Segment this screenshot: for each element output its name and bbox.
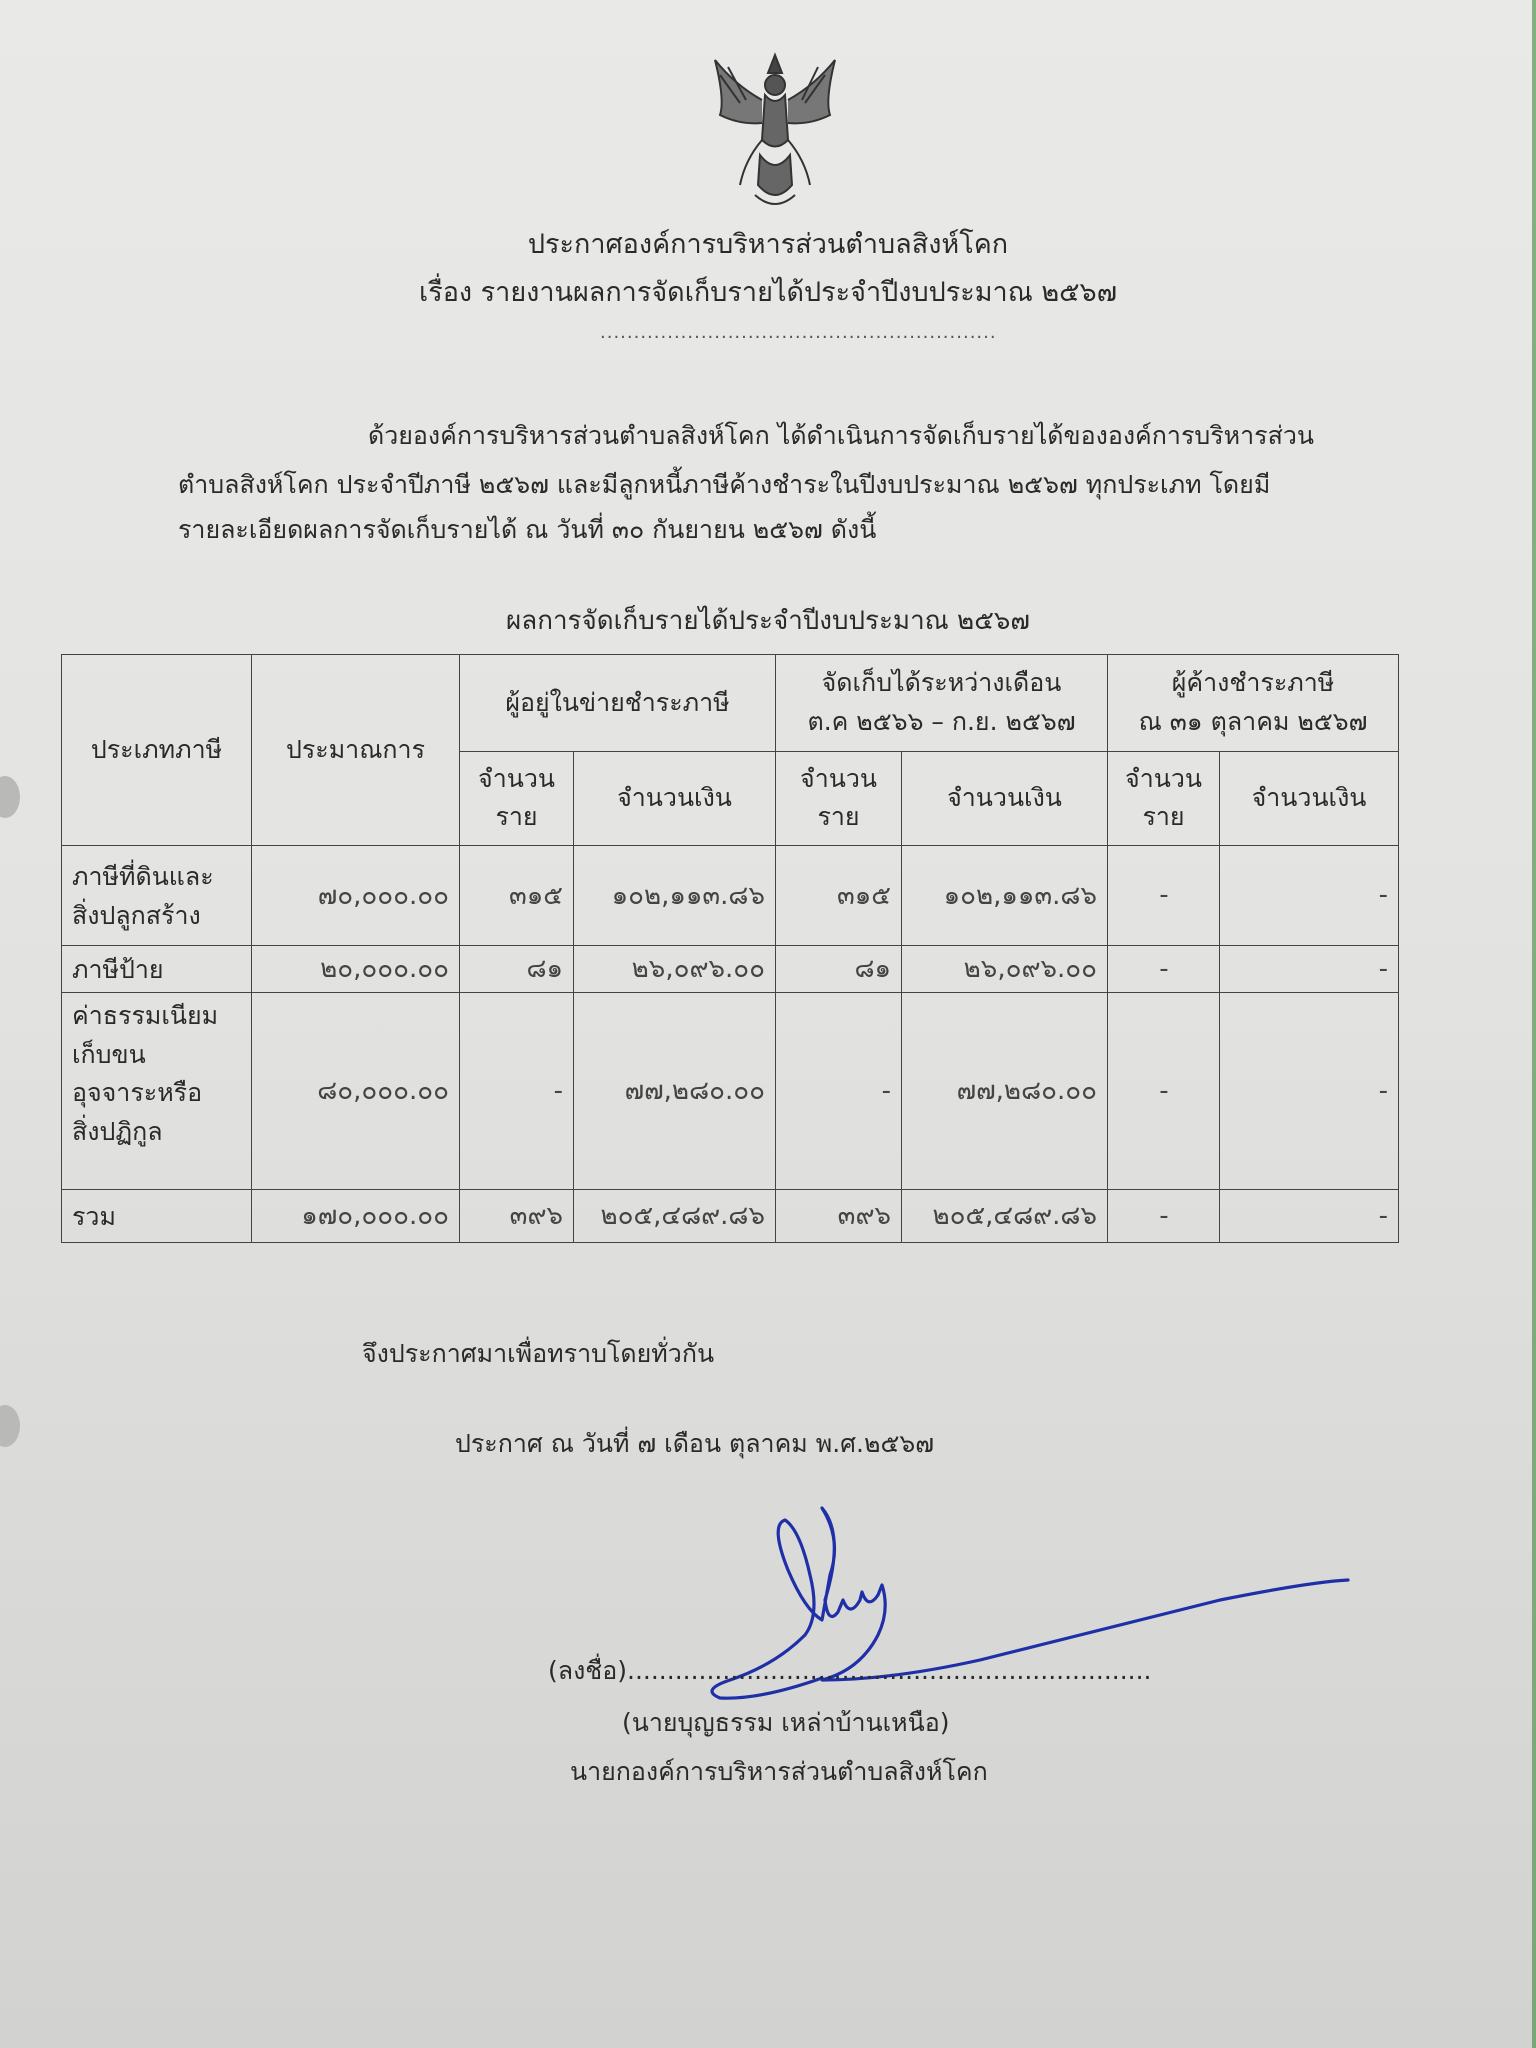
row-label-line: ภาษีที่ดินและ: [72, 862, 214, 892]
total-col-amount: ๒๐๕,๔๘๙.๘๖: [902, 1189, 1108, 1242]
row-label-line: สิ่งปลูกสร้าง: [72, 900, 201, 930]
header-in-network: ผู้อยู่ในข่ายชำระภาษี: [460, 655, 776, 752]
row-label-line: สิ่งปฏิกูล: [72, 1117, 163, 1147]
cell-in-count: ๘๑: [460, 945, 574, 992]
total-in-count: ๓๙๖: [460, 1189, 574, 1242]
header-outstanding: [1108, 655, 1399, 752]
body-line-1: ด้วยองค์การบริหารส่วนตำบลสิงห์โคก ได้ดำเนินการจัดเก็บรายได้ขององค์การบริหารส่วน: [368, 421, 1314, 450]
cell-in-amount: ๒๖,๐๙๖.๐๐: [574, 945, 776, 992]
table-total-row: [62, 1189, 1399, 1242]
table-title: ผลการจัดเก็บรายได้ประจำปีงบประมาณ ๒๕๖๗: [506, 606, 1030, 636]
row-label: [62, 945, 252, 992]
row-label-line: ค่าธรรมเนียม: [72, 1000, 219, 1030]
count-label-2: ราย: [495, 802, 538, 832]
cell-in-amount: ๗๗,๒๘๐.๐๐: [574, 992, 776, 1189]
cell-col-count: -: [776, 992, 902, 1189]
header-col-count: [776, 751, 902, 845]
garuda-emblem-icon: [700, 45, 850, 215]
header-collected: [776, 655, 1108, 752]
announcement-title: ประกาศองค์การบริหารส่วนตำบลสิงห์โคก: [527, 229, 1009, 260]
closing-date: ประกาศ ณ วันที่ ๗ เดือน ตุลาคม พ.ศ.๒๕๖๗: [455, 1429, 935, 1458]
cell-in-count: ๓๑๕: [460, 845, 574, 945]
row-label: [62, 992, 252, 1189]
cell-out-count: -: [1108, 845, 1220, 945]
row-label: [62, 845, 252, 945]
cell-out-count: -: [1108, 992, 1220, 1189]
total-in-amount: ๒๐๕,๔๘๙.๘๖: [574, 1189, 776, 1242]
signer-position: นายกองค์การบริหารส่วนตำบลสิงห์โคก: [570, 1757, 988, 1786]
table-row: [62, 992, 1399, 1189]
cell-estimate: ๘๐,๐๐๐.๐๐: [252, 992, 460, 1189]
announcement-subject: เรื่อง รายงานผลการจัดเก็บรายได้ประจำปีงบประมาณ ๒๕๖๗: [418, 277, 1118, 308]
cell-estimate: ๒๐,๐๐๐.๐๐: [252, 945, 460, 992]
total-col-count: ๓๙๖: [776, 1189, 902, 1242]
header-estimate: ประมาณการ: [252, 655, 460, 846]
cell-out-count: -: [1108, 945, 1220, 992]
row-label-line: อุจจาระหรือ: [72, 1078, 203, 1108]
body-line-3: รายละเอียดผลการจัดเก็บรายได้ ณ วันที่ ๓๐ กันยายน ๒๕๖๗ ดังนี้: [178, 515, 877, 544]
header-collected-line1: จัดเก็บได้ระหว่างเดือน: [821, 668, 1062, 698]
cell-out-amount: -: [1220, 845, 1399, 945]
count-label-2: ราย: [817, 802, 860, 832]
punch-hole: [0, 1405, 20, 1447]
closing-announce: จึงประกาศมาเพื่อทราบโดยทั่วกัน: [362, 1339, 715, 1368]
cell-estimate: ๗๐,๐๐๐.๐๐: [252, 845, 460, 945]
body-line-2: ตำบลสิงห์โคก ประจำปีภาษี ๒๕๖๗ และมีลูกหนี้ภาษีค้างชำระในปีงบประมาณ ๒๕๖๗ ทุกประเภท โดยมี: [178, 470, 1271, 499]
table-row: [62, 945, 1399, 992]
table-row: [62, 845, 1399, 945]
cell-col-amount: ๒๖,๐๙๖.๐๐: [902, 945, 1108, 992]
header-col-amount: จำนวนเงิน: [902, 751, 1108, 845]
header-collected-line2: ต.ค ๒๕๖๖ – ก.ย. ๒๕๖๗: [807, 706, 1076, 736]
count-label-1: จำนวน: [1125, 763, 1202, 793]
header-outstanding-line2: ณ ๓๑ ตุลาคม ๒๕๖๗: [1138, 706, 1368, 736]
revenue-table: [61, 654, 1399, 1243]
row-label-line: เก็บขน: [72, 1039, 146, 1069]
cell-in-count: -: [460, 992, 574, 1189]
cell-out-amount: -: [1220, 945, 1399, 992]
header-out-amount: จำนวนเงิน: [1220, 751, 1399, 845]
header-in-amount: จำนวนเงิน: [574, 751, 776, 845]
punch-hole: [0, 776, 20, 818]
cell-col-count: ๓๑๕: [776, 845, 902, 945]
header-out-count: [1108, 751, 1220, 845]
count-label-2: ราย: [1142, 802, 1185, 832]
cell-in-amount: ๑๐๒,๑๑๓.๘๖: [574, 845, 776, 945]
cell-col-amount: ๑๐๒,๑๑๓.๘๖: [902, 845, 1108, 945]
signature-line: (ลงชื่อ)..................................................................: [548, 1656, 1152, 1685]
count-label-1: จำนวน: [800, 763, 877, 793]
cell-col-count: ๘๑: [776, 945, 902, 992]
header-tax-type: ประเภทภาษี: [62, 655, 252, 846]
header-row-1: [62, 655, 1399, 752]
header-in-count: [460, 751, 574, 845]
cell-col-amount: ๗๗,๒๘๐.๐๐: [902, 992, 1108, 1189]
count-label-1: จำนวน: [478, 763, 555, 793]
total-out-count: -: [1108, 1189, 1220, 1242]
row-label-line: ภาษีป้าย: [72, 955, 164, 984]
total-out-amount: -: [1220, 1189, 1399, 1242]
signer-name: (นายบุญธรรม เหล่าบ้านเหนือ): [622, 1708, 950, 1737]
total-estimate: ๑๗๐,๐๐๐.๐๐: [252, 1189, 460, 1242]
total-label: รวม: [62, 1189, 252, 1242]
header-outstanding-line1: ผู้ค้างชำระภาษี: [1171, 668, 1335, 698]
cell-out-amount: -: [1220, 992, 1399, 1189]
separator-dots: ...........................................................: [600, 322, 997, 343]
